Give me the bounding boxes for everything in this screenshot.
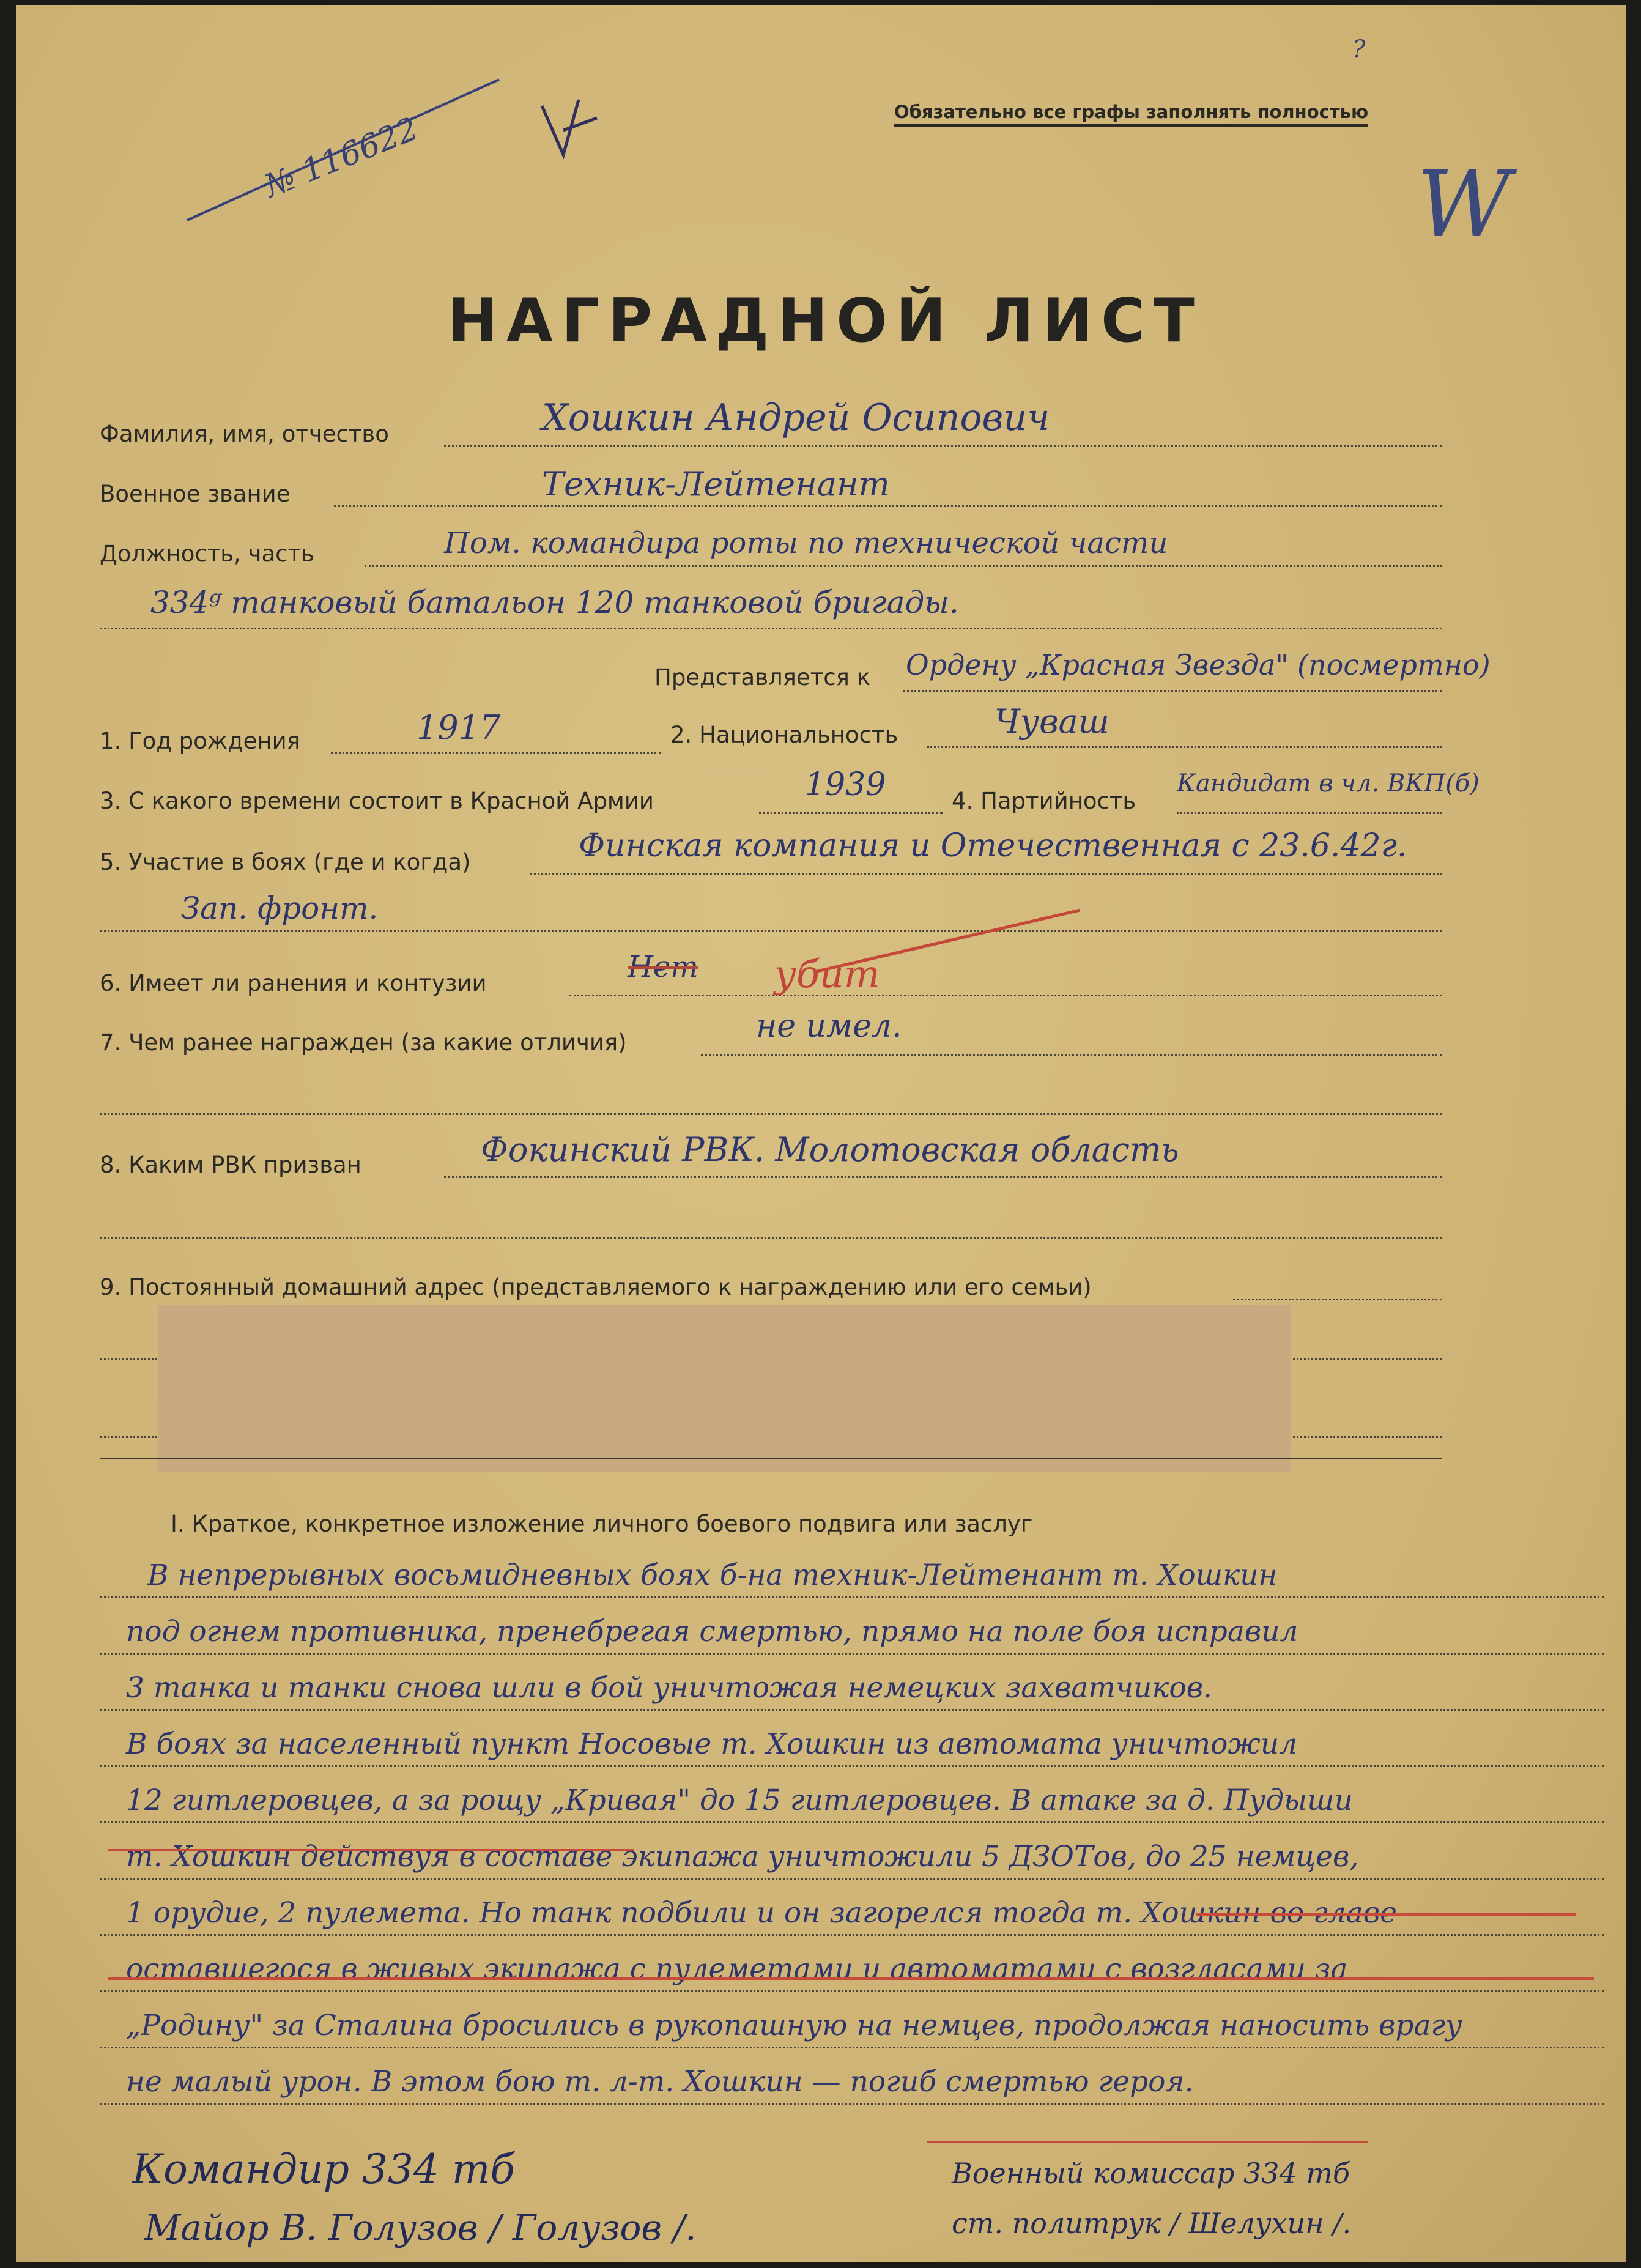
feat-rule-line bbox=[100, 1821, 1604, 1823]
battles-value-1: Финская компания и Отечественная с 23.6.42г. bbox=[579, 828, 1407, 864]
address-line-1 bbox=[1233, 1299, 1442, 1300]
birth-year-value: 1917 bbox=[417, 708, 501, 747]
top-left-archive-number: № 116622 bbox=[259, 110, 423, 206]
address-label: 9. Постоянный домашний адрес (представляемого к награждению или его семьи) bbox=[100, 1274, 1092, 1300]
fill-all-fields-notice: Обязательно все графы заполнять полностью bbox=[894, 102, 1368, 127]
fio-label: Фамилия, имя, отчество bbox=[100, 421, 389, 447]
party-label: 4. Партийность bbox=[952, 788, 1136, 814]
feat-rule-line bbox=[100, 2103, 1604, 2105]
feat-line: не малый урон. В этом бою т. л-т. Хошкин — погиб смертью героя. bbox=[126, 2065, 1194, 2099]
red-underline-3 bbox=[108, 1977, 1594, 1980]
feat-rule-line bbox=[100, 1765, 1604, 1767]
army-since-line bbox=[759, 812, 943, 814]
feat-rule-line bbox=[100, 1653, 1604, 1655]
red-underline-4 bbox=[927, 2141, 1368, 2143]
feat-rule-line bbox=[100, 2047, 1604, 2048]
rvk-value: Фокинский РВК. Молотовская область bbox=[481, 1130, 1179, 1169]
award-sheet bbox=[16, 5, 1626, 2262]
birth-year-line bbox=[331, 752, 661, 754]
top-tick-mark-icon bbox=[536, 94, 603, 170]
fio-line bbox=[444, 445, 1442, 447]
nationality-label: 2. Национальность bbox=[670, 722, 898, 748]
commander-line-1: Командир 334 тб bbox=[132, 2146, 515, 2193]
prior-awards-line-1 bbox=[701, 1054, 1442, 1056]
feat-rule-line bbox=[100, 1878, 1604, 1880]
feat-line: 1 орудие, 2 пулемета. Но танк подбили и он загорелся тогда т. Хошкин во главе bbox=[126, 1896, 1397, 1930]
rank-line bbox=[334, 505, 1442, 507]
red-correction-stroke-icon bbox=[811, 904, 1092, 980]
commissar-line-2: ст. политрук / Шелухин /. bbox=[952, 2207, 1352, 2240]
party-line bbox=[1177, 812, 1442, 814]
commissar-line-1: Военный комиссар 334 тб bbox=[952, 2157, 1350, 2190]
prior-awards-line-2 bbox=[100, 1113, 1442, 1115]
battles-line-2 bbox=[100, 930, 1442, 932]
prior-awards-value: не имел. bbox=[756, 1008, 902, 1045]
nominated-line bbox=[903, 690, 1442, 692]
question-mark: ? bbox=[1352, 35, 1366, 64]
rvk-line-2 bbox=[100, 1237, 1442, 1239]
party-value: Кандидат в чл. ВКП(б) bbox=[1177, 769, 1480, 798]
section-divider bbox=[100, 1458, 1442, 1459]
fio-value: Хошкин Андрей Осипович bbox=[542, 396, 1050, 439]
rvk-line-1 bbox=[444, 1176, 1442, 1178]
position-line-2 bbox=[100, 628, 1442, 629]
wounds-label: 6. Имеет ли ранения и контузии bbox=[100, 970, 487, 996]
prior-awards-label: 7. Чем ранее награжден (за какие отличия) bbox=[100, 1029, 627, 1056]
red-underline-1 bbox=[108, 1849, 634, 1851]
feat-rule-line bbox=[100, 1990, 1604, 1992]
position-value-1: Пом. командира роты по технической части bbox=[444, 526, 1168, 560]
feat-line: В непрерывных восьмидневных боях б-на техник-Лейтенант т. Хошкин bbox=[147, 1558, 1278, 1592]
rank-value: Техник-Лейтенант bbox=[542, 465, 890, 503]
feat-line: В боях за населенный пункт Носовые т. Хошкин из автомата уничтожил bbox=[126, 1727, 1298, 1761]
feat-line: под огнем противника, пренебрегая смертью, прямо на поле боя исправил bbox=[126, 1615, 1298, 1648]
red-underline-2 bbox=[1196, 1913, 1576, 1916]
nationality-value: Чуваш bbox=[995, 702, 1109, 741]
wounds-value-struck: Нет bbox=[628, 950, 698, 984]
birth-year-label: 1. Год рождения bbox=[100, 728, 300, 754]
nationality-line bbox=[927, 746, 1442, 748]
feat-line: т. Хошкин действуя в составе экипажа уничтожили 5 ДЗОТов, до 25 немцев, bbox=[126, 1840, 1359, 1873]
wounds-line bbox=[569, 995, 1442, 996]
battles-label: 5. Участие в боях (где и когда) bbox=[100, 849, 471, 875]
position-line-1 bbox=[365, 565, 1442, 567]
rank-label: Военное звание bbox=[100, 481, 291, 507]
position-value-2: 334ᵍ танковый батальон 120 танковой бригады. bbox=[150, 585, 959, 620]
address-redaction-block bbox=[158, 1305, 1291, 1472]
feat-line: 3 танка и танки снова шли в бой уничтожая немецких захватчиков. bbox=[126, 1671, 1212, 1705]
commander-line-2: Майор В. Голузов / Голузов /. bbox=[144, 2207, 697, 2248]
army-since-value: 1939 bbox=[805, 766, 886, 803]
nominated-value: Ордену „Красная Звезда" (посмертно) bbox=[906, 648, 1491, 681]
feat-line: 12 гитлеровцев, а за рощу „Кривая" до 15 гитлеровцев. В атаке за д. Пудыши bbox=[126, 1784, 1353, 1817]
feat-rule-line bbox=[100, 1709, 1604, 1711]
position-label: Должность, часть bbox=[100, 541, 314, 567]
battles-line-1 bbox=[530, 873, 1442, 875]
feat-rule-line bbox=[100, 1934, 1604, 1936]
wounds-correction: убит bbox=[774, 952, 880, 996]
nominated-label: Представляется к bbox=[654, 664, 870, 691]
army-since-label: 3. С какого времени состоит в Красной Армии bbox=[100, 788, 654, 814]
feat-line: „Родину" за Сталина бросились в рукопашную на немцев, продолжая наносить врагу bbox=[126, 2009, 1462, 2042]
rvk-label: 8. Каким РВК призван bbox=[100, 1152, 361, 1178]
section1-heading: I. Краткое, конкретное изложение личного боевого подвига или заслуг bbox=[171, 1511, 1033, 1537]
page-title: НАГРАДНОЙ ЛИСТ bbox=[448, 286, 1203, 356]
feat-rule-line bbox=[100, 1596, 1604, 1598]
feat-line: оставшегося в живых экипажа с пулеметами и автоматами с возгласами за bbox=[126, 1952, 1348, 1986]
top-right-mark: W bbox=[1417, 152, 1511, 258]
battles-value-2: Зап. фронт. bbox=[181, 891, 379, 926]
